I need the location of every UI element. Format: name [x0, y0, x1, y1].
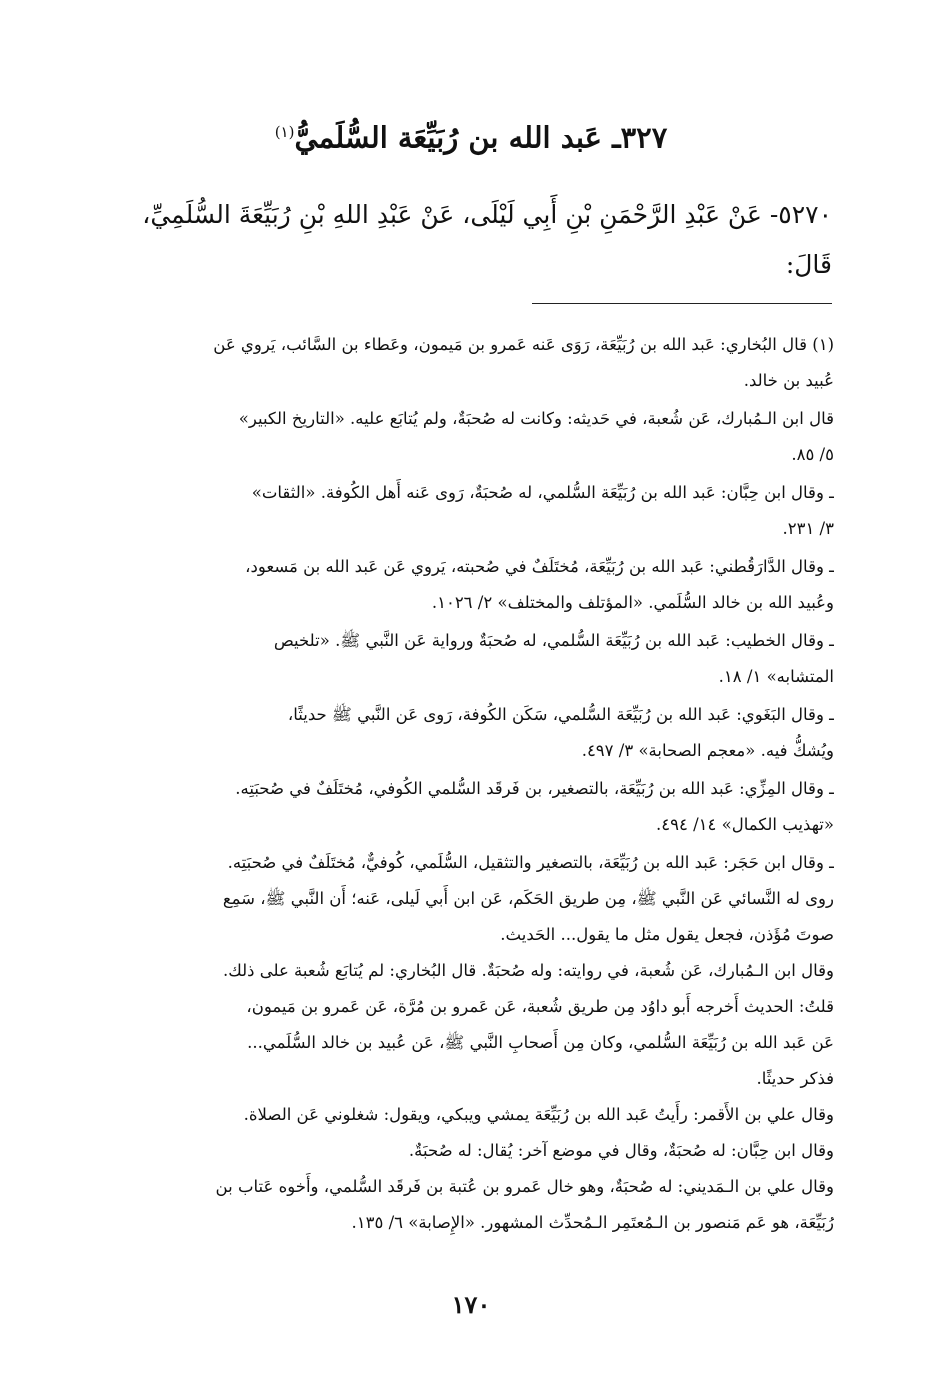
footnotes-section — [95, 327, 834, 1241]
footnote-line: المتشابه» ١/ ١٨. — [718, 667, 834, 686]
footnote-line: (١) قال البُخاري: عَبد الله بن رُبَيِّعَة، رَوَى عَنه عَمرو بن مَيمون، وعَطاء بن السَّائب، يَروي عَن — [213, 335, 834, 354]
footnote-line: وقال ابن حِبَّان: له صُحبَةٌ، وقال في موضع آخر: يُقال: له صُحبَةٌ. — [408, 1141, 834, 1160]
footnote-line: قلتُ: الحديث أَخرجه أَبو داوُد مِن طريق شُعبة، عَن عَمرو بن مُرَّة، عَن عَمرو بن مَيمون، — [246, 997, 834, 1016]
footnote-line: وعُبيد الله بن خالد السُّلَمي. «المؤتلف والمختلف» ٢/ ١٠٢٦. — [431, 593, 834, 612]
hadith-line: قَالَ: — [785, 250, 832, 279]
footnote-line: ـ وقال البَغَوي: عَبد الله بن رُبَيِّعَة السُّلمي، سَكَن الكُوفة، رَوى عَن النَّبي ﷺ حديثًا، — [287, 705, 834, 724]
footnote-line: فذكر حديثًا. — [756, 1069, 834, 1088]
hadith-text — [95, 190, 832, 290]
footnote-line: «تهذيب الكمال» ١٤/ ٤٩٤. — [655, 815, 834, 834]
footnote-line: ـ وقال الخطيب: عَبد الله بن رُبَيِّعَة السُّلمي، له صُحبَةٌ ورواية عَن النَّبي ﷺ. «تلخيص — [273, 631, 834, 650]
footnote-line: روى له النَّسائي عَن النَّبي ﷺ، مِن طريق الحَكَم، عَن ابن أَبي لَيلى، عَنه؛ أَن النَّبي ﷺ، سَمِع — [222, 889, 834, 908]
footnote-line: ـ وقال ابن حَجَر: عَبد الله بن رُبَيِّعَة، بالتصغير والتثقيل، السُّلَمي، كُوفيٌّ، مُختَلَفٌ في صُحبَتِه. — [227, 853, 834, 872]
page-number: ١٧٠ — [451, 1290, 491, 1319]
footnote-line: ـ وقال الدَّارَقُطني: عَبد الله بن رُبَيِّعَة، مُختَلَفٌ في صُحبته، يَروي عَن عَبد الله بن مَسعود، — [245, 557, 834, 576]
footnote-line: قال ابن الـمُبارك، عَن شُعبة، في حَديثه: وكانت له صُحبَةٌ، ولم يُتابَع عليه. «التاريخ الكبير» — [238, 409, 834, 428]
footnote-line: ٣/ ٢٣١. — [782, 519, 834, 538]
entry-heading — [100, 110, 842, 160]
footnote-line: صوتَ مُؤَذن، فجعل يقول مثل ما يقول... الحَديث. — [500, 925, 834, 944]
entry-title: ٣٢٧ـ عَبد الله بن رُبَيِّعَة السُّلَميُّ — [294, 120, 668, 155]
footnote-reference[interactable]: (١) — [274, 123, 295, 141]
footnote-line: ـ وقال المِزِّي: عَبد الله بن رُبَيِّعَة، بالتصغير، بن فَرقَد السُّلمي الكُوفي، مُختَلَفٌ في صُحبَتِه. — [235, 779, 834, 798]
footnote-line: عُبيد بن خالد. — [743, 371, 834, 390]
footnote-line: عَن عَبد الله بن رُبَيِّعَة السُّلمي، وكان مِن أَصحابِ النَّبي ﷺ، عَن عُبيد بن خالد السُّلَمي... — [247, 1033, 834, 1052]
footnote-line: وقال ابن الـمُبارك، عَن شُعبة، في روايته: وله صُحبَةٌ. قال البُخاري: لم يُتابَع شُعبة على ذلك. — [222, 961, 834, 980]
hadith-line: ٥٢٧٠- عَنْ عَبْدِ الرَّحْمَنِ بْنِ أَبِي لَيْلَى، عَنْ عَبْدِ اللهِ بْنِ رُبَيِّعَةَ السُّلَمِيِّ، — [142, 200, 832, 229]
footnote-separator — [532, 303, 832, 304]
footnote-line: ـ وقال ابن حِبَّان: عَبد الله بن رُبَيِّعَة السُّلمي، له صُحبَةٌ، رَوى عَنه أَهل الكُوفة. «الثقات» — [251, 483, 834, 502]
footnote-line: وقال علي بن الأَقمر: رأَيتُ عَبد الله بن رُبَيِّعَة يمشي ويبكي، ويقول: شغلوني عَن الصلاة. — [243, 1105, 834, 1124]
footnote-line: ٥/ ٨٥. — [791, 445, 834, 464]
footnote-line: ويُشكُّ فيه. «معجم الصحابة» ٣/ ٤٩٧. — [581, 741, 834, 760]
footnote-line: وقال علي بن الـمَديني: له صُحبَةٌ، وهو خال عَمرو بن عُتبة بن فَرقَد السُّلمي، وأَخوه عَتاب بن — [215, 1177, 834, 1196]
footnote-line: رُبَيِّعَة، هو عَم مَنصور بن الـمُعتَمِر الـمُحدِّث المشهور. «الإِصابة» ٦/ ١٣٥. — [351, 1213, 834, 1232]
